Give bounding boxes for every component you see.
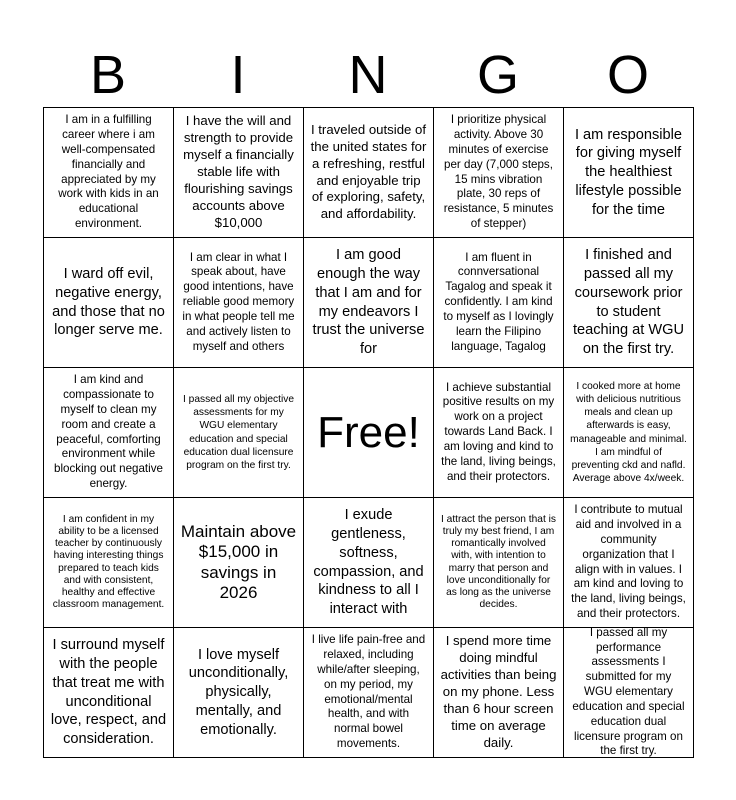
cell-text: I surround myself with the people that treat me with unconditional love, respect, and consideration. <box>50 637 167 747</box>
bingo-header <box>43 44 693 106</box>
bingo-cell <box>434 628 564 758</box>
cell-text: I prioritize physical activity. Above 30 minutes of exercise per day (7,000 steps, 15 mins vibration plate, 30 reps of resistance, 5 minutes of stepper) <box>443 113 554 230</box>
bingo-cell <box>564 498 694 628</box>
bingo-cell <box>174 108 304 238</box>
cell-text: I spend more time doing mindful activities than being on my phone. Less than 6 hour screen time on average daily. <box>440 633 557 750</box>
cell-text: I am in a fulfilling career where i am well-compensated financially and appreciated by my work with kids in an educational environment. <box>58 113 159 230</box>
cell-text: I am good enough the way that I am and for my endeavors I trust the universe for <box>312 247 425 357</box>
bingo-cell <box>434 238 564 368</box>
cell-text: I have the will and strength to provide myself a financially stable life with flourishing savings accounts above $10,000 <box>183 113 294 230</box>
bingo-cell <box>434 108 564 238</box>
header-letter-n: N <box>348 45 388 105</box>
bingo-cell <box>44 498 174 628</box>
cell-text: I passed all my performance assessments I submitted for my WGU elementary education and special education dual licensure program on the first try. <box>572 628 685 758</box>
cell-text: I love myself unconditionally, physically, mentally, and emotionally. <box>188 646 289 738</box>
bingo-cell <box>564 238 694 368</box>
bingo-cell <box>174 368 304 498</box>
bingo-cell <box>564 108 694 238</box>
cell-text: I finished and passed all my coursework prior to student teaching at WGU on the first try. <box>572 247 685 357</box>
header-letter-i: I <box>230 45 246 105</box>
bingo-cell <box>434 498 564 628</box>
bingo-cell <box>44 368 174 498</box>
bingo-cell <box>304 498 434 628</box>
cell-text: I am kind and compassionate to myself to clean my room and create a peaceful, comforting environment while blocking out negative energy. <box>54 373 163 490</box>
cell-text: I am fluent in connversational Tagalog and speak it confidently. I am kind to myself as I lovingly learn the Filipino language, Tagalog <box>443 250 554 353</box>
bingo-board <box>43 107 694 758</box>
cell-text: I cooked more at home with delicious nutritious meals and clean up afterwards is easy, manageable and minimal. I am mindful of preventing ckd and nafld. Average above 4x/week. <box>570 381 687 484</box>
cell-text: I traveled outside of the united states for a refreshing, restful and enjoyable trip of exploring, safety, and affordability. <box>310 121 427 222</box>
bingo-cell <box>304 628 434 758</box>
bingo-cell <box>174 498 304 628</box>
cell-text: Maintain above $15,000 in savings in 2026 <box>180 521 297 602</box>
bingo-cell <box>174 628 304 758</box>
bingo-cell <box>44 108 174 238</box>
header-letter-b: B <box>89 45 127 105</box>
bingo-cell <box>44 238 174 368</box>
cell-text: I live life pain-free and relaxed, including while/after sleeping, on my period, my emotional/mental health, and with normal bowel movements. <box>311 633 426 750</box>
bingo-cell <box>304 108 434 238</box>
cell-text: I exude gentleness, softness, compassion, and kindness to all I interact with <box>313 507 424 617</box>
cell-text: I contribute to mutual aid and involved in a community organization that I align with in values. I am kind and loving to the land, living beings, and their protectors. <box>571 503 686 620</box>
cell-text: I ward off evil, negative energy, and those that no longer serve me. <box>52 266 165 339</box>
header-letter-g: G <box>476 45 519 105</box>
bingo-cell <box>434 368 564 498</box>
bingo-cell <box>304 238 434 368</box>
cell-text: I am responsible for giving myself the healthiest lifestyle possible for the time <box>574 126 683 218</box>
bingo-cell <box>174 238 304 368</box>
free-space-text: Free! <box>317 407 420 457</box>
cell-text: I attract the person that is truly my best friend, I am romantically involved with, with intention to marry that person and love unconditionally for as long as the universe decides. <box>441 513 556 611</box>
cell-text: I am clear in what I speak about, have good intentions, have reliable good memory in what people tell me and actively listen to myself and others <box>182 250 295 353</box>
header-letter-o: O <box>606 45 649 105</box>
bingo-cell <box>564 628 694 758</box>
bingo-cell <box>564 368 694 498</box>
free-space <box>304 368 434 498</box>
cell-text: I passed all my objective assessments for my WGU elementary education and special education dual licensure program on the first try. <box>183 394 294 471</box>
cell-text: I am confident in my ability to be a licensed teacher by continuously having interesting things prepared to teach kids and with consistent, healthy and effective classroom management. <box>52 513 165 611</box>
bingo-cell <box>44 628 174 758</box>
cell-text: I achieve substantial positive results on my work on a project towards Land Back. I am loving and kind to the land, living beings, and their protectors. <box>441 380 556 483</box>
